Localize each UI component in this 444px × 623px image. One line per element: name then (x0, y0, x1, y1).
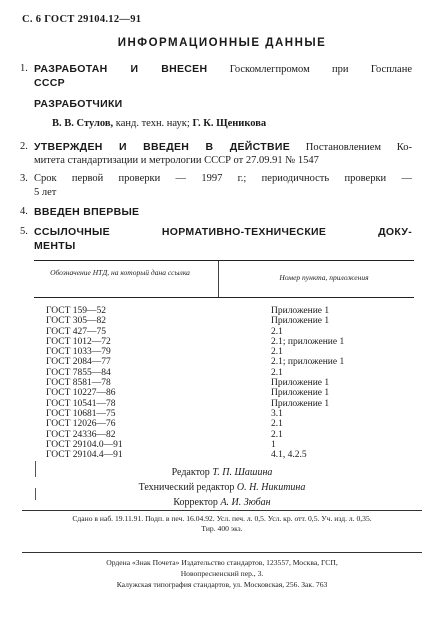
column-header-clause: Номер пункта, приложения (279, 273, 369, 282)
table-header (34, 260, 414, 298)
row-document: ГОСТ 10227—86 (46, 388, 116, 399)
developers-list (52, 118, 266, 129)
item-text: 5 лет (34, 187, 57, 198)
item-text: Срок первой проверки — 1997 г.; периодичность проверки — (34, 173, 412, 184)
table-row (34, 327, 414, 337)
row-clause: 2.1 (271, 419, 283, 430)
table-row (34, 419, 414, 429)
row-clause: 1 (271, 439, 276, 450)
item-number: 3. (20, 173, 28, 184)
row-document: ГОСТ 1033—79 (46, 347, 111, 358)
editor-name: Т. П. Шашина (212, 467, 273, 478)
table-row (34, 430, 414, 440)
imprint-line: Тир. 400 экз. (201, 524, 243, 533)
item-number: 2. (20, 141, 28, 152)
item-1-cont (34, 76, 412, 91)
table-row (34, 337, 414, 347)
table-row (34, 450, 414, 460)
editor-name: А. И. Зюбан (220, 497, 271, 508)
row-clause: Приложение 1 (271, 316, 330, 327)
row-clause: 2.1; приложение 1 (271, 357, 345, 368)
table-row (34, 306, 414, 316)
editors-block (0, 465, 444, 510)
item-text: Постановлением Ко- (305, 142, 412, 153)
item-5-cont (34, 239, 412, 254)
table-body (34, 306, 414, 460)
item-text: Госкомлегпромом при Госплане (229, 64, 412, 75)
editor-line: Корректор А. И. Зюбан (173, 497, 271, 508)
developers-heading (34, 97, 412, 112)
item-caps: СССР (34, 77, 65, 89)
row-document: ГОСТ 29104.0—91 (46, 439, 123, 450)
item-text: митета стандартизации и метрологии СССР от 27.09.91 № 1547 (34, 155, 319, 166)
row-clause: 2.1 (271, 367, 283, 378)
row-clause: 2.1 (271, 326, 283, 337)
item-number: 4. (20, 206, 28, 217)
item-caps: РАЗРАБОТАН И ВНЕСЕН (34, 63, 208, 75)
item-caps: ВВЕДЕН ВПЕРВЫЕ (34, 206, 140, 218)
divider (22, 552, 422, 553)
table-row (34, 409, 414, 419)
row-clause: Приложение 1 (271, 398, 330, 409)
reference-table (34, 260, 414, 460)
divider (22, 510, 422, 511)
publisher-line: Новопресненский пер., 3. (180, 569, 264, 578)
imprint-line: Сдано в наб. 19.11.91. Подп. в печ. 16.04.92. Усл. печ. л. 0,5. Усл. кр. отт. 0,5. Уч. изд. л. 0,35. (72, 514, 372, 523)
row-document: ГОСТ 1012—72 (46, 336, 111, 347)
item-caps: РАЗРАБОТЧИКИ (34, 98, 123, 110)
item-2-cont (34, 154, 412, 168)
item-number: 1. (20, 63, 28, 74)
item-caps: ССЫЛОЧНЫЕ НОРМАТИВНО-ТЕХНИЧЕСКИЕ ДОКУ- (34, 226, 412, 238)
table-row (34, 368, 414, 378)
table-row (34, 399, 414, 409)
column-header-document: Обозначение НТД, на который дана ссылка (50, 268, 190, 277)
publisher-line: Калужская типография стандартов, ул. Московская, 256. Зак. 763 (116, 580, 328, 589)
row-clause: 2.1 (271, 429, 283, 440)
row-clause: 3.1 (271, 408, 283, 419)
item-5 (20, 225, 412, 240)
row-clause: 4.1, 4.2.5 (271, 450, 307, 461)
row-document: ГОСТ 10681—75 (46, 408, 116, 419)
item-2 (20, 140, 412, 155)
imprint-block (0, 514, 444, 534)
item-caps: МЕНТЫ (34, 240, 76, 252)
column-divider (218, 261, 219, 297)
table-row (34, 378, 414, 388)
item-3 (20, 172, 412, 186)
row-document: ГОСТ 12026—76 (46, 419, 116, 430)
row-clause: 2.1 (271, 347, 283, 358)
table-row (34, 440, 414, 450)
item-caps: УТВЕРЖДЕН И ВВЕДЕН В ДЕЙСТВИЕ (34, 141, 291, 153)
item-4 (20, 205, 412, 220)
row-document: ГОСТ 159—52 (46, 306, 106, 316)
editor-line: Технический редактор О. Н. Никитина (138, 482, 306, 493)
table-row (34, 316, 414, 326)
page-title: ИНФОРМАЦИОННЫЕ ДАННЫЕ (117, 37, 327, 49)
row-document: ГОСТ 29104.4—91 (46, 450, 123, 461)
row-document: ГОСТ 2084—77 (46, 357, 111, 368)
developer-name: Г. К. Щеникова (192, 118, 267, 129)
row-clause: Приложение 1 (271, 306, 330, 316)
developer-degree: канд. техн. наук; (115, 118, 190, 129)
item-number: 5. (20, 226, 28, 237)
editor-name: О. Н. Никитина (236, 482, 306, 493)
row-clause: Приложение 1 (271, 388, 330, 399)
row-document: ГОСТ 24336—82 (46, 429, 116, 440)
row-document: ГОСТ 427—75 (46, 326, 106, 337)
row-document: ГОСТ 305—82 (46, 316, 106, 327)
row-clause: Приложение 1 (271, 378, 330, 389)
row-document: ГОСТ 10541—78 (46, 398, 116, 409)
page-header: С. 6 ГОСТ 29104.12—91 (22, 14, 142, 25)
row-document: ГОСТ 7855—84 (46, 367, 111, 378)
publisher-line: Ордена «Знак Почета» Издательство стандартов, 123557, Москва, ГСП, (106, 558, 338, 567)
item-1 (20, 62, 412, 77)
row-clause: 2.1; приложение 1 (271, 336, 345, 347)
table-row (34, 388, 414, 398)
item-3-cont (34, 186, 412, 200)
table-row (34, 357, 414, 367)
editor-line: Редактор Т. П. Шашина (171, 467, 273, 478)
developer-name: В. В. Стулов, (52, 118, 114, 129)
table-row (34, 347, 414, 357)
publisher-block (0, 557, 444, 590)
row-document: ГОСТ 8581—78 (46, 378, 111, 389)
